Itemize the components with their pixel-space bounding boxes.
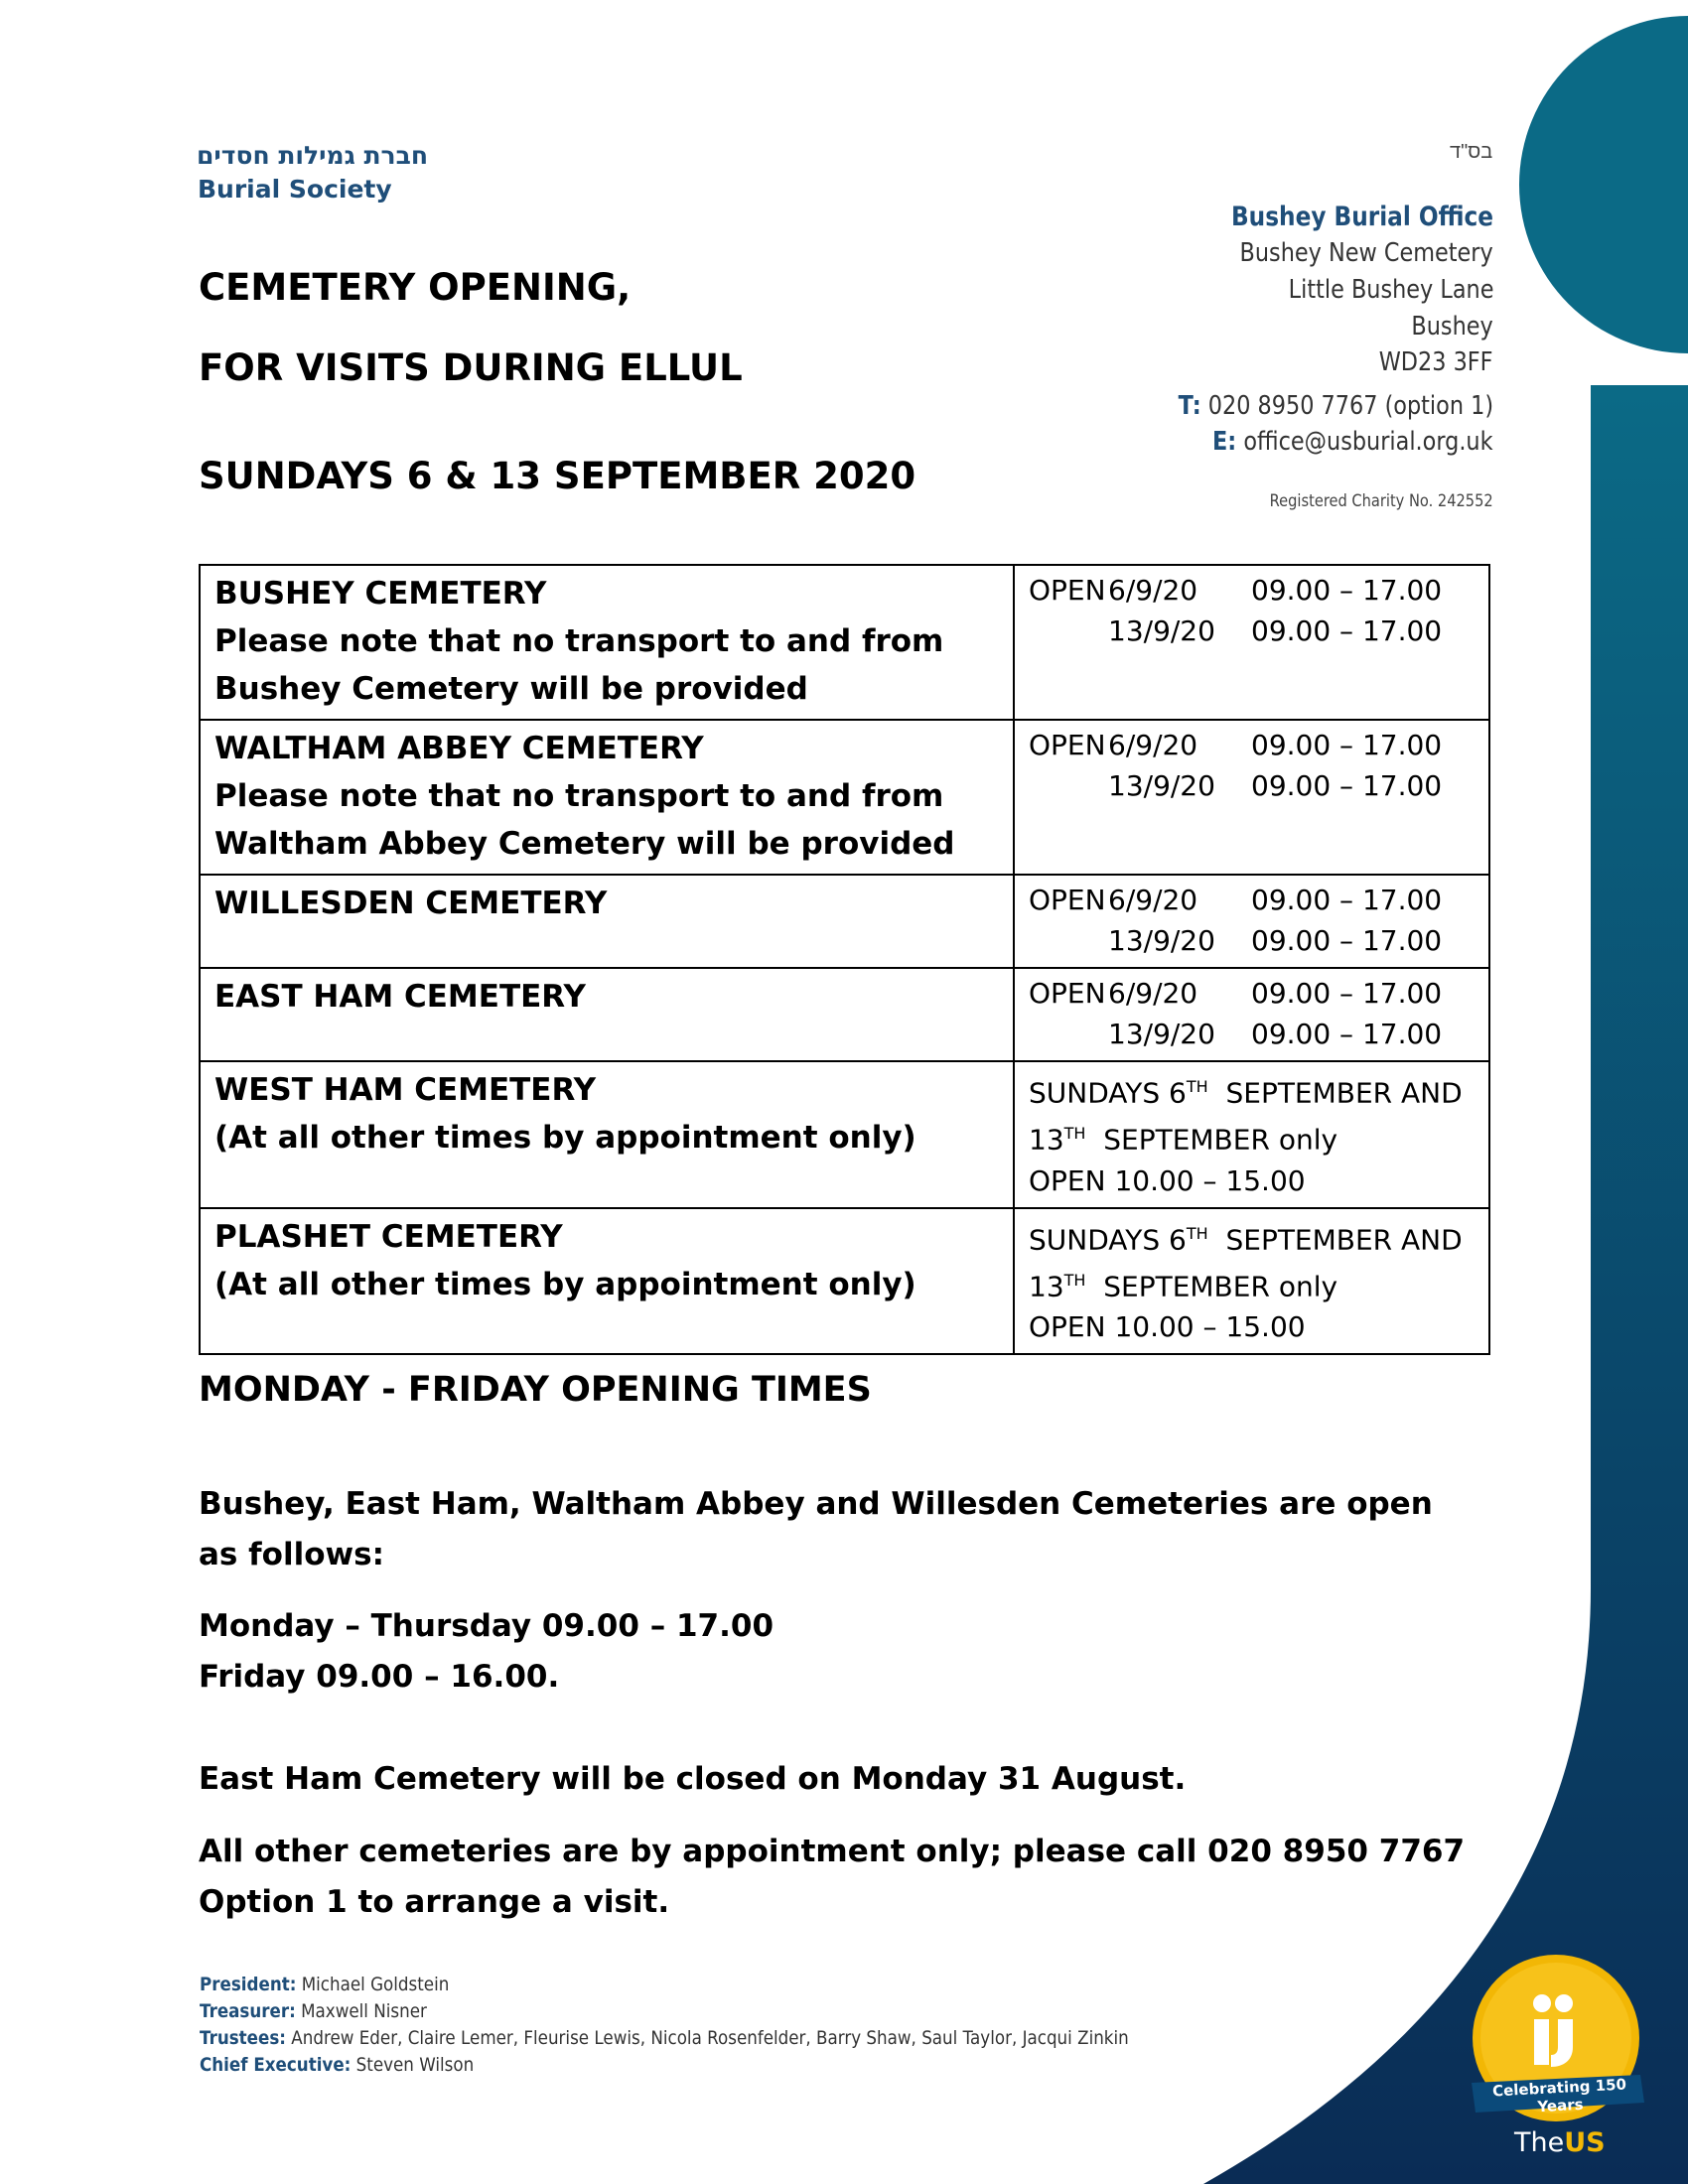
table-row [200, 565, 1489, 720]
ordinal-suffix: TH [1186, 1223, 1208, 1243]
footer-value: Maxwell Nisner [301, 2000, 427, 2022]
sunday-text: SUNDAYS 6 [1029, 1222, 1187, 1256]
times-cell [1014, 1208, 1489, 1355]
date: 6/9/20 [1108, 729, 1198, 761]
table-row [200, 1061, 1489, 1208]
address-postcode: WD23 3FF [1379, 347, 1493, 377]
footer-value: Andrew Eder, Claire Lemer, Fleurise Lewis, Nicola Rosenfelder, Barry Shaw, Saul Taylor, Jacqui Zinkin [291, 2027, 1129, 2049]
title-line-3: SUNDAYS 6 & 13 SEPTEMBER 2020 [199, 455, 916, 497]
appointment-note: (At all other times by appointment only) [214, 1120, 916, 1156]
ordinal-suffix: TH [1063, 1270, 1086, 1290]
time-range: 09.00 – 17.00 [1251, 574, 1443, 607]
sunday-text: 13 [1029, 1270, 1064, 1303]
weekday-intro: Bushey, East Ham, Waltham Abbey and Willesden Cemeteries are open as follows: [199, 1486, 1433, 1572]
cemetery-cell [200, 720, 1014, 875]
times-cell [1014, 875, 1489, 968]
times-cell [1014, 968, 1489, 1061]
charity-number: Registered Charity No. 242552 [1269, 491, 1493, 511]
date: 6/9/20 [1108, 977, 1198, 1010]
badge-celebrating-text: Celebrating 150 Years [1491, 2075, 1627, 2116]
cemetery-cell [200, 968, 1014, 1061]
table-row [200, 1208, 1489, 1355]
cemetery-cell [200, 1208, 1014, 1355]
sunday-text: SEPTEMBER only [1085, 1123, 1338, 1157]
cemetery-name: WALTHAM ABBEY CEMETERY [214, 731, 704, 766]
appointment-note: (At all other times by appointment only) [214, 1266, 916, 1302]
title-line-1: CEMETERY OPENING, [199, 266, 632, 309]
time-range: 09.00 – 17.00 [1251, 769, 1443, 802]
teal-semicircle [1519, 16, 1688, 353]
address-line-2: Little Bushey Lane [1288, 275, 1493, 305]
cemetery-cell [200, 565, 1014, 720]
cemetery-name: BUSHEY CEMETERY [214, 576, 547, 612]
brand-us: US [1564, 2127, 1606, 2158]
phone-number[interactable]: 020 8950 7767 (option 1) [1207, 391, 1493, 421]
title-line-2: FOR VISITS DURING ELLUL [199, 346, 743, 389]
footer-label: Chief Executive: [200, 2054, 352, 2076]
footer-treasurer [200, 2000, 427, 2022]
date: 13/9/20 [1108, 769, 1215, 802]
open-label: OPEN [1029, 977, 1106, 1010]
time-range: 09.00 – 17.00 [1251, 977, 1443, 1010]
phone-label: T: [1178, 391, 1201, 421]
time-range: 09.00 – 17.00 [1251, 884, 1443, 916]
weekday-heading: MONDAY - FRIDAY OPENING TIMES [199, 1370, 872, 1410]
time-range: 09.00 – 17.00 [1251, 924, 1443, 957]
time-range: 09.00 – 17.00 [1251, 1018, 1443, 1050]
table-row [200, 720, 1489, 875]
ordinal-suffix: TH [1186, 1077, 1208, 1096]
table-row [200, 968, 1489, 1061]
time-range: 09.00 – 17.00 [1251, 729, 1443, 761]
schedule-table [199, 564, 1490, 1355]
address-line-3: Bushey [1411, 312, 1493, 341]
footer-value: Michael Goldstein [301, 1974, 450, 1995]
open-label: OPEN [1029, 574, 1106, 607]
footer-chief-executive [200, 2054, 474, 2076]
date: 6/9/20 [1108, 884, 1198, 916]
bsd-mark: בס"ד [1450, 141, 1493, 163]
cemetery-cell [200, 1061, 1014, 1208]
transport-note: Please note that no transport to and from [214, 778, 944, 814]
date: 13/9/20 [1108, 1018, 1215, 1050]
email-label: E: [1212, 427, 1237, 457]
friday-hours: Friday 09.00 – 16.00. [199, 1659, 560, 1695]
cemetery-cell [200, 875, 1014, 968]
times-cell [1014, 565, 1489, 720]
mon-thu-hours: Monday – Thursday 09.00 – 17.00 [199, 1608, 774, 1644]
date: 6/9/20 [1108, 574, 1198, 607]
date: 13/9/20 [1108, 924, 1215, 957]
transport-note: Bushey Cemetery will be provided [214, 671, 808, 707]
ordinal-suffix: TH [1063, 1124, 1086, 1144]
address-line-1: Bushey New Cemetery [1239, 238, 1493, 268]
footer-president [200, 1974, 449, 1995]
brand-the: The [1514, 2127, 1565, 2158]
cemetery-name: WEST HAM CEMETERY [214, 1072, 597, 1108]
email-line [1212, 427, 1493, 457]
hebrew-society-name: חברת גמילות חסדים [197, 141, 428, 170]
cemetery-name: EAST HAM CEMETERY [214, 979, 586, 1015]
footer-label: Treasurer: [200, 2000, 296, 2022]
closure-notice: East Ham Cemetery will be closed on Monday 31 August. [199, 1761, 1187, 1797]
sunday-text: SEPTEMBER AND [1207, 1222, 1463, 1256]
sunday-text: SEPTEMBER AND [1207, 1076, 1463, 1110]
open-hours: OPEN 10.00 – 15.00 [1029, 1310, 1306, 1344]
footer-value: Steven Wilson [355, 2054, 475, 2076]
times-cell [1014, 720, 1489, 875]
open-label: OPEN [1029, 884, 1106, 916]
times-cell [1014, 1061, 1489, 1208]
brand-wordmark [1514, 2127, 1606, 2158]
open-label: OPEN [1029, 729, 1106, 761]
table-row [200, 875, 1489, 968]
footer-label: President: [200, 1974, 297, 1995]
society-name: Burial Society [198, 175, 392, 204]
sunday-text: SEPTEMBER only [1085, 1270, 1338, 1303]
phone-line [1179, 391, 1493, 421]
footer-label: Trustees: [200, 2027, 286, 2049]
transport-note: Waltham Abbey Cemetery will be provided [214, 826, 955, 862]
email-address[interactable]: office@usburial.org.uk [1243, 427, 1493, 457]
date: 13/9/20 [1108, 614, 1215, 647]
appointment-notice: All other cemeteries are by appointment only; please call 020 8950 7767 Option 1 to arrange a visit. [199, 1834, 1466, 1920]
sunday-text: 13 [1029, 1123, 1064, 1157]
transport-note: Please note that no transport to and from [214, 623, 944, 659]
cemetery-name: WILLESDEN CEMETERY [214, 886, 608, 921]
footer-trustees [200, 2027, 1129, 2049]
time-range: 09.00 – 17.00 [1251, 614, 1443, 647]
office-name: Bushey Burial Office [1230, 202, 1493, 232]
sunday-text: SUNDAYS 6 [1029, 1076, 1187, 1110]
cemetery-name: PLASHET CEMETERY [214, 1218, 563, 1255]
open-hours: OPEN 10.00 – 15.00 [1029, 1163, 1306, 1197]
